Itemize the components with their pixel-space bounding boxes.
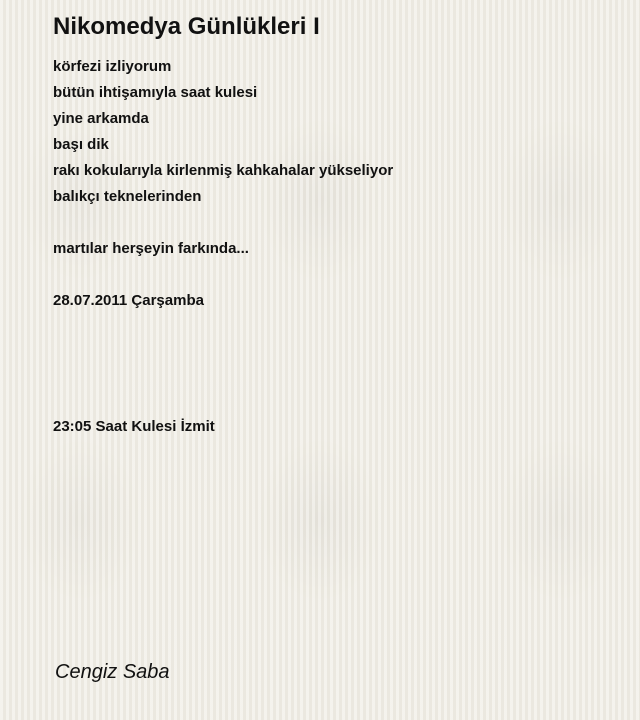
stanza-break: [53, 314, 613, 414]
poem-date: 28.07.2011 Çarşamba: [53, 292, 204, 309]
poem-line: bütün ihtişamıyla saat kulesi: [53, 84, 258, 101]
stanza-break: [53, 210, 613, 236]
poem-title: Nikomedya Günlükleri I: [53, 13, 320, 40]
poem-line: başı dik: [53, 136, 109, 153]
stanza-break: [53, 262, 613, 288]
poem-line: rakı kokularıyla kirlenmiş kahkahalar yükseliyor: [53, 162, 394, 179]
poem-line: martılar herşeyin farkında...: [53, 240, 249, 257]
poem-line: körfezi izliyorum: [53, 58, 172, 75]
poem-place-time: 23:05 Saat Kulesi İzmit: [53, 418, 215, 435]
poem-line: balıkçı teknelerinden: [53, 188, 202, 205]
poem-author: Cengiz Saba: [55, 661, 170, 683]
poem-body: [53, 54, 613, 440]
poem-line: yine arkamda: [53, 110, 149, 127]
